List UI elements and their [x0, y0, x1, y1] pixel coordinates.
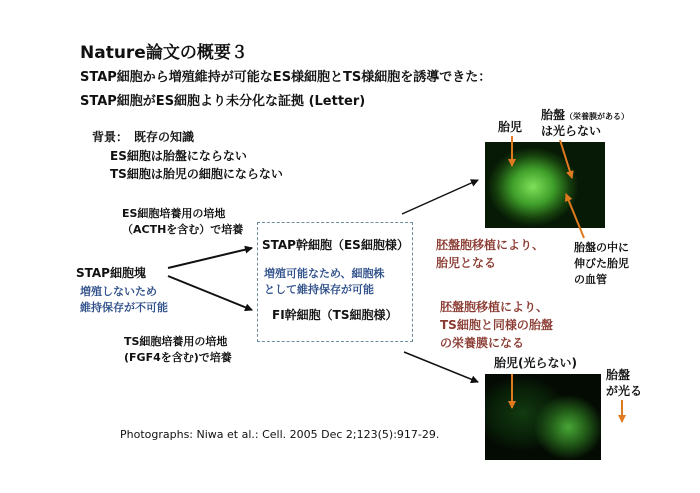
result-top-line1: 胚盤胞移植により、 [436, 238, 545, 252]
ts-culture-line2: (FGF4を含む)で培養 [124, 351, 232, 364]
result-bot-line1: 胚盤胞移植により、 [440, 300, 549, 314]
result-bot-line2: TS細胞と同様の胎盤 [440, 318, 553, 332]
arrow-to-fi-stem [168, 276, 252, 310]
fi-stem-cell-label: FI幹細胞（TS細胞様） [272, 308, 398, 322]
arrow-to-bottom-result [404, 352, 478, 382]
ts-culture-line1: TS細胞培養用の培地 [124, 335, 228, 348]
result-bot-line3: の栄養膜になる [440, 336, 525, 350]
box-note-line1: 増殖可能なため、細胞株 [264, 267, 385, 280]
es-culture-line1: ES細胞培養用の培地 [122, 207, 226, 220]
arrow-to-stap-stem [168, 248, 252, 268]
bottom-placenta-line2: が光る [606, 384, 643, 398]
stap-stem-cell-label: STAP幹細胞（ES細胞様） [262, 238, 409, 252]
bottom-placenta-line1: 胎盤 [606, 368, 631, 382]
box-note-line2: として維持保存が可能 [264, 283, 374, 296]
stap-cluster-note2: 維持保存が不可能 [80, 301, 168, 314]
pointer-top-vessel [566, 194, 584, 238]
background-ts: TS細胞は胎児の細胞にならない [110, 167, 283, 181]
pointer-top-placenta [560, 140, 572, 178]
es-culture-line2: （ACTHを含む）で培養 [122, 223, 244, 236]
slide-title: Nature論文の概要３ [80, 43, 248, 63]
arrow-to-top-result [402, 180, 478, 214]
result-top-line2: 胎児となる [436, 256, 497, 270]
stap-cluster-note1: 増殖しないため [80, 285, 157, 298]
background-heading: 背景： 既存の知識 [92, 130, 195, 144]
bottom-fetus-label: 胎児(光らない) [494, 356, 577, 370]
stap-cluster-label: STAP細胞塊 [76, 266, 146, 280]
vessel-line2: 伸びた胎児 [574, 257, 629, 270]
top-placenta-note: （栄養膜がある） [565, 112, 630, 121]
top-fetus-label: 胎児 [498, 120, 523, 134]
background-es: ES細胞は胎盤にならない [110, 149, 247, 163]
top-placenta-word: 胎盤 [541, 108, 566, 122]
subtitle-1: STAP細胞から増殖維持が可能なES様細胞とTS様細胞を誘導できた： [80, 70, 492, 85]
vessel-line3: の血管 [574, 273, 607, 286]
top-placenta-no-glow: は光らない [541, 124, 602, 138]
subtitle-2: STAP細胞がES細胞より未分化な証拠 (Letter) [80, 94, 366, 109]
citation: Photographs: Niwa et al.: Cell. 2005 Dec 2;123(5):917-29. [120, 428, 440, 441]
vessel-line1: 胎盤の中に [574, 241, 629, 254]
